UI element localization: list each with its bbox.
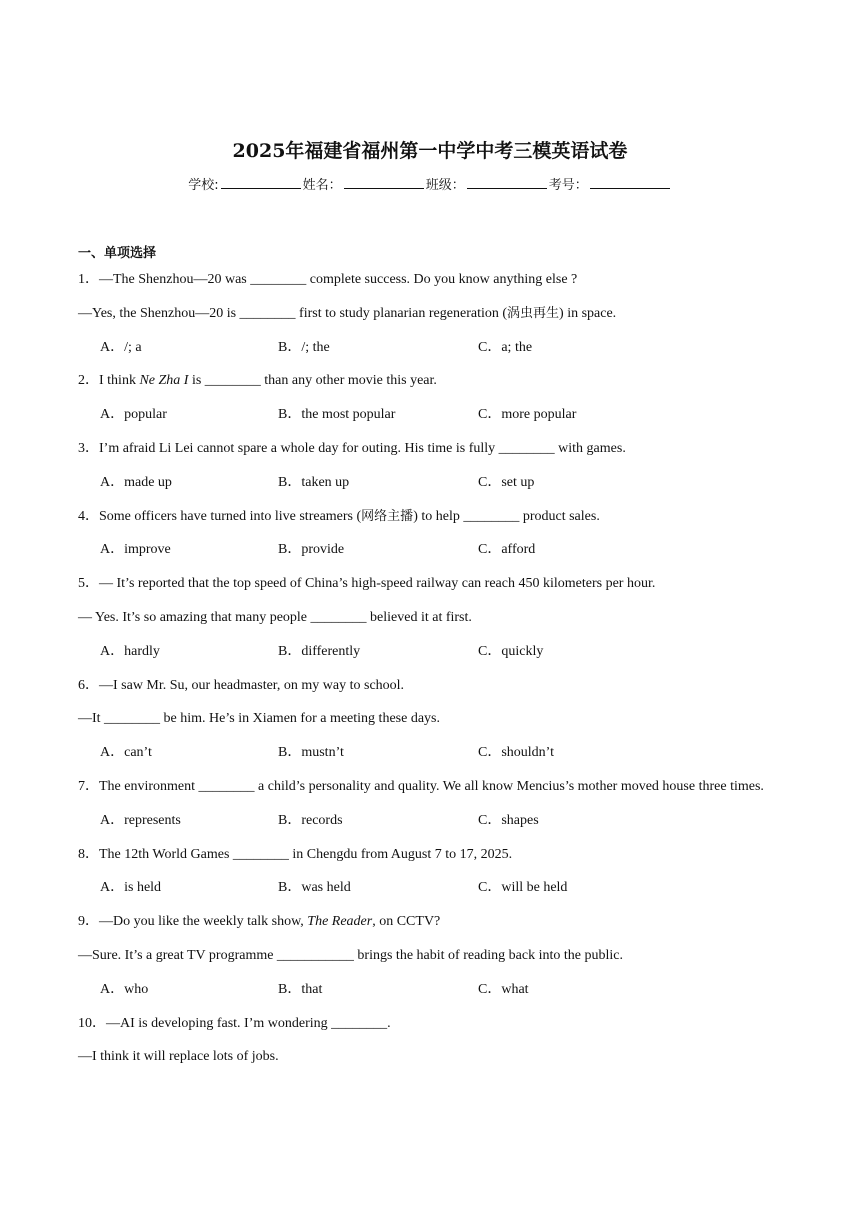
question-7-options — [78, 804, 790, 838]
question-1-line-2 — [78, 297, 790, 331]
option-a: A．/; a — [100, 339, 142, 355]
option-a: A．can’t — [100, 745, 152, 761]
q4-gloss: 网络主播 — [361, 508, 414, 524]
option-c: C．more popular — [478, 407, 577, 423]
option-b: B．provide — [278, 542, 345, 558]
question-9-options — [78, 973, 790, 1007]
q9-post: , on CCTV? — [372, 914, 441, 930]
question-6-line-2: —It ________ be him. He’s in Xiamen for a meeting these days. — [78, 711, 440, 727]
class-blank — [467, 176, 547, 189]
question-10-line-1: 10．—AI is developing fast. I’m wondering ________. — [78, 1015, 391, 1031]
question-8-options — [78, 871, 790, 905]
section-title: 一、单项选择 — [78, 246, 157, 261]
question-4-line-1 — [78, 500, 790, 534]
id-blank — [590, 176, 670, 189]
q1-text-a: —Yes, the Shenzhou—20 is ________ first to study planarian regeneration ( — [78, 305, 508, 321]
option-a: A．represents — [100, 812, 181, 828]
option-c: C．set up — [478, 474, 535, 490]
school-label: 学校: — [188, 178, 219, 193]
option-c: C．shouldn’t — [478, 745, 554, 761]
q2-movie-title: Ne Zha I — [139, 373, 189, 389]
question-9-line-2: —Sure. It’s a great TV programme ___________ brings the habit of reading back into the public. — [78, 947, 623, 963]
question-6-line-1: 6．—I saw Mr. Su, our headmaster, on my way to school. — [78, 677, 405, 693]
q1-text-b: ) in space. — [559, 305, 617, 321]
question-5-line-1: 5．— It’s reported that the top speed of China’s high-speed railway can reach 450 kilometers per hour. — [78, 576, 656, 592]
option-c: C．quickly — [478, 643, 544, 659]
option-b: B．the most popular — [278, 407, 396, 423]
question-3-line-1: 3．I’m afraid Li Lei cannot spare a whole day for outing. His time is fully ________ with games. — [78, 440, 626, 456]
class-label: 班级： — [425, 178, 465, 193]
question-2-options — [78, 398, 790, 432]
school-blank — [221, 176, 301, 189]
option-a: A．is held — [100, 880, 162, 896]
q9-pre: 9．—Do you like the weekly talk show, — [78, 914, 308, 930]
option-b: B．/; the — [278, 339, 330, 355]
option-a: A．improve — [100, 542, 171, 558]
question-1-options — [78, 331, 790, 365]
option-a: A．popular — [100, 407, 167, 423]
q9-show-title: The Reader — [307, 914, 373, 930]
q4-post: ) to help ________ product sales. — [413, 508, 600, 524]
id-label: 考号： — [548, 178, 588, 193]
q2-pre: 2．I think — [78, 373, 140, 389]
question-list — [78, 263, 790, 1074]
option-c: C．shapes — [478, 812, 539, 828]
option-c: C．a; the — [478, 339, 533, 355]
option-c: C．will be held — [478, 880, 568, 896]
option-b: B．differently — [278, 643, 361, 659]
student-info-line — [0, 174, 860, 193]
question-6-options — [78, 736, 790, 770]
question-5-line-2: — Yes. It’s so amazing that many people ________ believed it at first. — [78, 609, 472, 625]
question-7-line-1: 7．The environment ________ a child’s personality and quality. We all know Mencius’s mother moved house three times. — [78, 778, 764, 794]
question-5-options — [78, 635, 790, 669]
option-b: B．taken up — [278, 474, 350, 490]
option-c: C．what — [478, 981, 529, 997]
option-b: B．mustn’t — [278, 745, 344, 761]
option-a: A．who — [100, 981, 149, 997]
name-label: 姓名： — [302, 178, 342, 193]
option-a: A．hardly — [100, 643, 160, 659]
question-1-line-1: 1．—The Shenzhou—20 was ________ complete success. Do you know anything else ? — [78, 272, 578, 287]
question-2-line-1 — [78, 364, 790, 398]
exam-title: 2025年福建省福州第一中学中考三模英语试卷 — [232, 140, 628, 162]
question-8-line-1: 8．The 12th World Games ________ in Chengdu from August 7 to 17, 2025. — [78, 846, 513, 862]
option-b: B．that — [278, 981, 323, 997]
option-b: B．was held — [278, 880, 351, 896]
option-b: B．records — [278, 812, 343, 828]
q2-post: is ________ than any other movie this year. — [188, 373, 437, 389]
option-a: A．made up — [100, 474, 172, 490]
question-4-options — [78, 533, 790, 567]
question-9-line-1 — [78, 905, 790, 939]
q1-gloss: 涡虫再生 — [507, 305, 560, 321]
option-c: C．afford — [478, 542, 536, 558]
question-10-line-2: —I think it will replace lots of jobs. — [78, 1049, 279, 1065]
q4-pre: 4．Some officers have turned into live streamers ( — [78, 508, 362, 524]
question-3-options — [78, 466, 790, 500]
name-blank — [344, 176, 424, 189]
